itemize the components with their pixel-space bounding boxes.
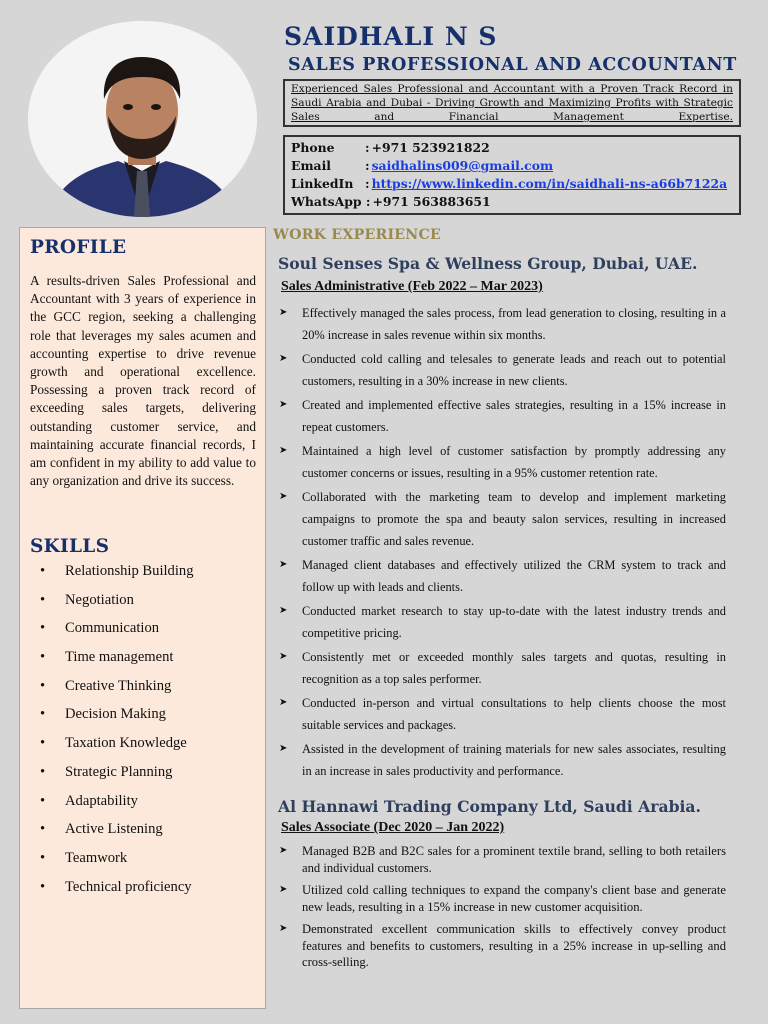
- work-experience-heading: WORK EXPERIENCE: [273, 227, 441, 243]
- linkedin-label: LinkedIn: [291, 176, 354, 191]
- profile-heading: PROFILE: [30, 237, 127, 258]
- skill-item: • Time management: [30, 648, 256, 677]
- skill-item: • Technical proficiency: [30, 878, 256, 907]
- email-link[interactable]: saidhalins009@gmail.com: [371, 158, 554, 173]
- job-2-company: Al Hannawi Trading Company Ltd, Saudi Arabia.: [278, 797, 701, 816]
- contact-email-row: [291, 157, 733, 175]
- skill-item: • Relationship Building: [30, 562, 256, 591]
- skills-heading: SKILLS: [30, 536, 110, 557]
- linkedin-separator: :: [365, 176, 370, 191]
- skill-item: • Strategic Planning: [30, 763, 256, 792]
- job-1-bullets: [278, 302, 726, 784]
- list-item: ➤ Consistently met or exceeded monthly sales targets and quotas, resulting in recognition as a top sales performer.: [278, 646, 726, 690]
- list-item: ➤ Managed B2B and B2C sales for a prominent textile brand, selling to both retailers and individual customers.: [278, 843, 726, 876]
- list-item: ➤ Conducted in-person and virtual consultations to help clients choose the most suitable services and packages.: [278, 692, 726, 736]
- list-item: ➤ Utilized cold calling techniques to expand the company's client base and generate new leads, resulting in a 15% increase in new customer acquisition.: [278, 882, 726, 915]
- list-item: ➤ Demonstrated excellent communication skills to effectively convey product features and benefits to customers, resulting in a 25% increase in up-selling and cross-selling.: [278, 921, 726, 971]
- job-2-position: Sales Associate (Dec 2020 – Jan 2022): [281, 820, 505, 835]
- job-1-company: Soul Senses Spa & Wellness Group, Dubai, UAE.: [278, 254, 698, 273]
- email-label: Email: [291, 158, 331, 173]
- contact-whatsapp-row: [291, 193, 733, 211]
- email-separator: :: [365, 158, 370, 173]
- job-1-position: Sales Administrative (Feb 2022 – Mar 2023): [281, 279, 543, 294]
- profile-photo: [28, 21, 257, 217]
- candidate-role: SALES PROFESSIONAL AND ACCOUNTANT: [288, 55, 737, 75]
- skill-item: • Adaptability: [30, 792, 256, 821]
- skill-item: • Communication: [30, 619, 256, 648]
- list-item: ➤ Managed client databases and effectively utilized the CRM system to track and follow up with leads and clients.: [278, 554, 726, 598]
- list-item: ➤ Maintained a high level of customer satisfaction by promptly addressing any customer concerns or issues, resulting in a 95% customer retention rate.: [278, 440, 726, 484]
- list-item: ➤ Conducted cold calling and telesales to generate leads and reach out to potential customers, resulting in a 30% increase in new clients.: [278, 348, 726, 392]
- whatsapp-label: WhatsApp: [291, 194, 362, 209]
- skills-list: [30, 562, 256, 906]
- skill-item: • Creative Thinking: [30, 677, 256, 706]
- list-item: ➤ Assisted in the development of training materials for new sales associates, resulting in an increase in sales productivity and performance.: [278, 738, 726, 782]
- list-item: ➤ Effectively managed the sales process, from lead generation to closing, resulting in a 20% increase in sales revenue within six months.: [278, 302, 726, 346]
- skill-item: • Active Listening: [30, 820, 256, 849]
- left-sidebar: [19, 227, 266, 1009]
- skill-item: • Negotiation: [30, 591, 256, 620]
- whatsapp-value: +971 563883651: [372, 194, 491, 209]
- contact-box: [283, 135, 741, 215]
- job-2-bullets: [278, 843, 726, 977]
- list-item: ➤ Collaborated with the marketing team to develop and implement marketing campaigns to promote the spa and beauty salon services, resulting in increased customer traffic and sales revenue.: [278, 486, 726, 552]
- phone-label: Phone: [291, 140, 335, 155]
- skill-item: • Taxation Knowledge: [30, 734, 256, 763]
- list-item: ➤ Conducted market research to stay up-to-date with the latest industry trends and competitive pricing.: [278, 600, 726, 644]
- profile-summary: A results-driven Sales Professional and Accountant with 3 years of experience in the GCC region, seeking a challenging role that leverages my sales acumen and accounting expertise to drive revenue growth and operational excellence. Possessing a proven track record of exceeding sales targets, delivering outstanding customer service, and maintaining accurate financial records, I am confident in my ability to add value to any organization and drive its success.: [30, 273, 256, 489]
- candidate-name: SAIDHALI N S: [284, 22, 498, 51]
- person-portrait-icon: [28, 21, 257, 217]
- contact-linkedin-row: [291, 175, 733, 193]
- skill-item: • Decision Making: [30, 705, 256, 734]
- contact-phone-row: [291, 139, 733, 157]
- phone-separator: :: [365, 140, 370, 155]
- list-item: ➤ Created and implemented effective sales strategies, resulting in a 15% increase in repeat customers.: [278, 394, 726, 438]
- linkedin-link[interactable]: https://www.linkedin.com/in/saidhali-ns-a66b7122a: [371, 176, 728, 191]
- phone-value: +971 523921822: [371, 140, 490, 155]
- tagline-box: Experienced Sales Professional and Accountant with a Proven Track Record in Saudi Arabia and Dubai - Driving Growth and Maximizing Profits with Strategic Sales and Financial Management Expertise.: [283, 79, 741, 127]
- skill-item: • Teamwork: [30, 849, 256, 878]
- whatsapp-separator: :: [365, 194, 371, 209]
